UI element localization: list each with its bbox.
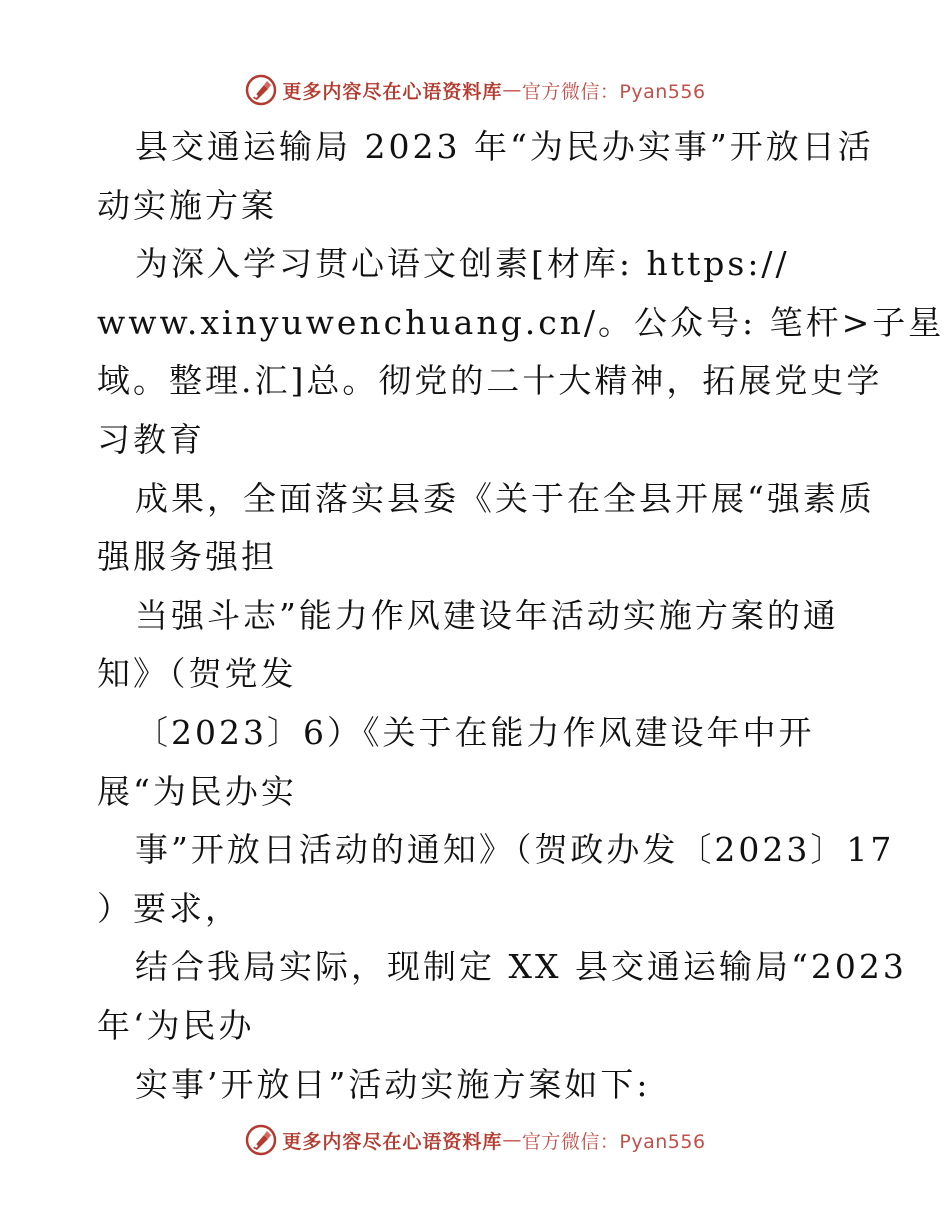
pen-nib-icon [244,1123,278,1157]
document-line: 为深入学习贯心语文创素[材库: https:// [135,244,790,284]
banner-separator: — [502,1129,522,1151]
pen-nib-icon [244,73,278,107]
document-line: www.xinyuwenchuang.cn/。公众号: 笔杆>子星 [97,302,945,342]
document-line: 动实施方案 [97,185,277,225]
document-line: 县交通运输局 2023 年“为民办实事”开放日活 [135,127,874,166]
document-body [97,118,945,1114]
document-line: 事”开放日活动的通知》（贺政办发〔2023〕17 [135,830,895,870]
banner-contact: 官方微信：Pyan556 [521,80,706,103]
document-line: 展“为民办实 [97,771,297,811]
banner-slogan: 更多内容尽在心语资料库 [282,80,503,103]
document-line: 〔2023〕6）《关于在能力作风建设年中开 [135,712,815,752]
document-line: 当强斗志”能力作风建设年活动实施方案的通 [135,595,839,635]
document-line: 成果，全面落实县委《关于在全县开展“强素质 [135,478,875,518]
document-line: 结合我局实际，现制定 XX 县交通运输局“2023 [135,947,907,987]
banner-slogan: 更多内容尽在心语资料库 [282,1130,503,1153]
document-line: 强服务强担 [97,537,277,577]
banner-separator: — [502,79,522,101]
document-line: 知》（贺党发 [97,654,297,694]
header-banner [0,70,950,110]
banner-contact: 官方微信：Pyan556 [521,1130,706,1153]
document-line: 域。整理.汇]总。彻党的二十大精神，拓展党史学 [97,361,883,401]
document-line: 习教育 [97,419,205,459]
document-line: 实事’开放日”活动实施方案如下: [135,1064,651,1104]
document-line: 年‘为民办 [97,1005,255,1045]
footer-banner [0,1120,950,1160]
document-line: ）要求， [97,888,241,928]
